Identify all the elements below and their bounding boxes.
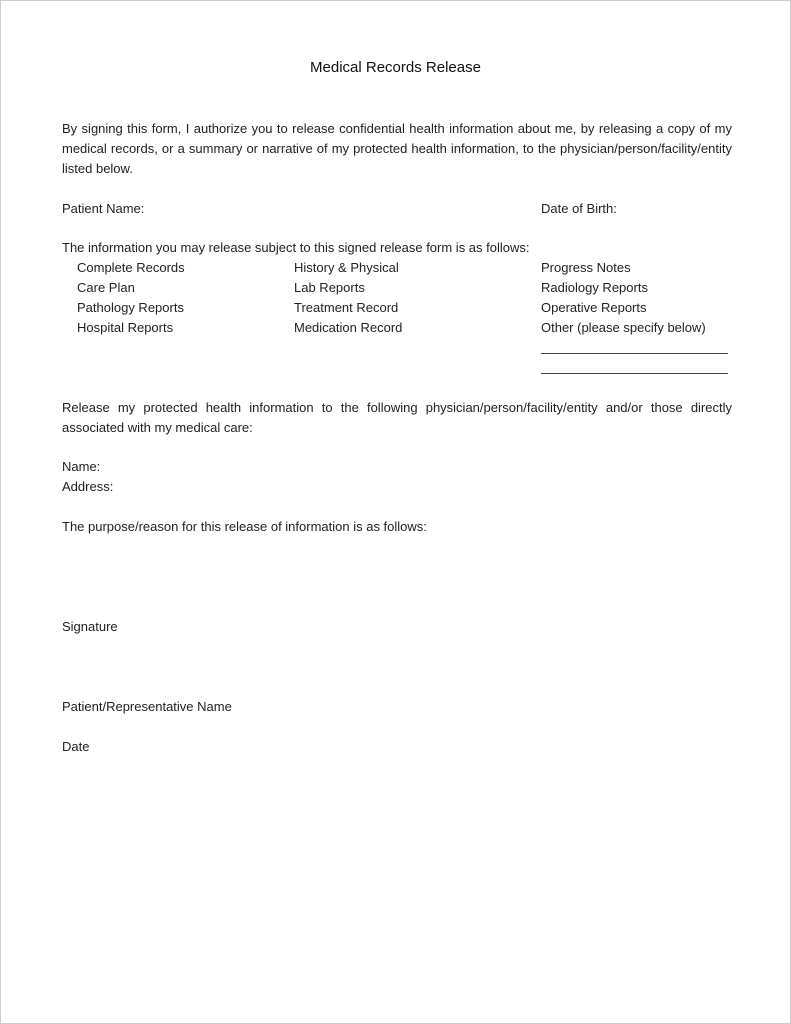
- purpose-label: The purpose/reason for this release of information is as follows:: [62, 519, 427, 534]
- record-type-item: Medication Record: [294, 320, 403, 335]
- record-type-item: History & Physical: [294, 260, 399, 275]
- authorization-paragraph: By signing this form, I authorize you to release confidential health information about me, by releasing a copy of my medical records, or a summary or narrative of my protected health information, to the physician/person/facility/entity listed below.: [62, 121, 732, 176]
- recipient-name-label: Name:: [62, 459, 101, 474]
- recipient-address-label: Address:: [62, 479, 114, 494]
- patient-name-label: Patient Name:: [62, 201, 145, 216]
- record-type-item: Progress Notes: [541, 260, 631, 275]
- signature-label: Signature: [62, 619, 118, 634]
- record-type-item: Treatment Record: [294, 300, 399, 315]
- record-type-item: Lab Reports: [294, 280, 365, 295]
- other-specify-line-1[interactable]: [541, 353, 728, 354]
- other-specify-line-2[interactable]: [541, 373, 728, 374]
- record-type-item: Pathology Reports: [77, 300, 184, 315]
- record-type-item: Care Plan: [77, 280, 135, 295]
- record-type-item: Complete Records: [77, 260, 185, 275]
- document-title: Medical Records Release: [310, 59, 481, 76]
- date-label: Date: [62, 739, 90, 754]
- record-type-item: Operative Reports: [541, 300, 647, 315]
- record-type-item: Other (please specify below): [541, 320, 706, 335]
- representative-name-label: Patient/Representative Name: [62, 699, 232, 714]
- record-type-item: Radiology Reports: [541, 280, 648, 295]
- release-to-paragraph: Release my protected health information to the following physician/person/facility/entity and/or those directly associated with my medical care:: [62, 400, 732, 435]
- record-type-item: Hospital Reports: [77, 320, 174, 335]
- release-info-intro: The information you may release subject to this signed release form is as follows:: [62, 240, 530, 255]
- date-of-birth-label: Date of Birth:: [541, 201, 617, 216]
